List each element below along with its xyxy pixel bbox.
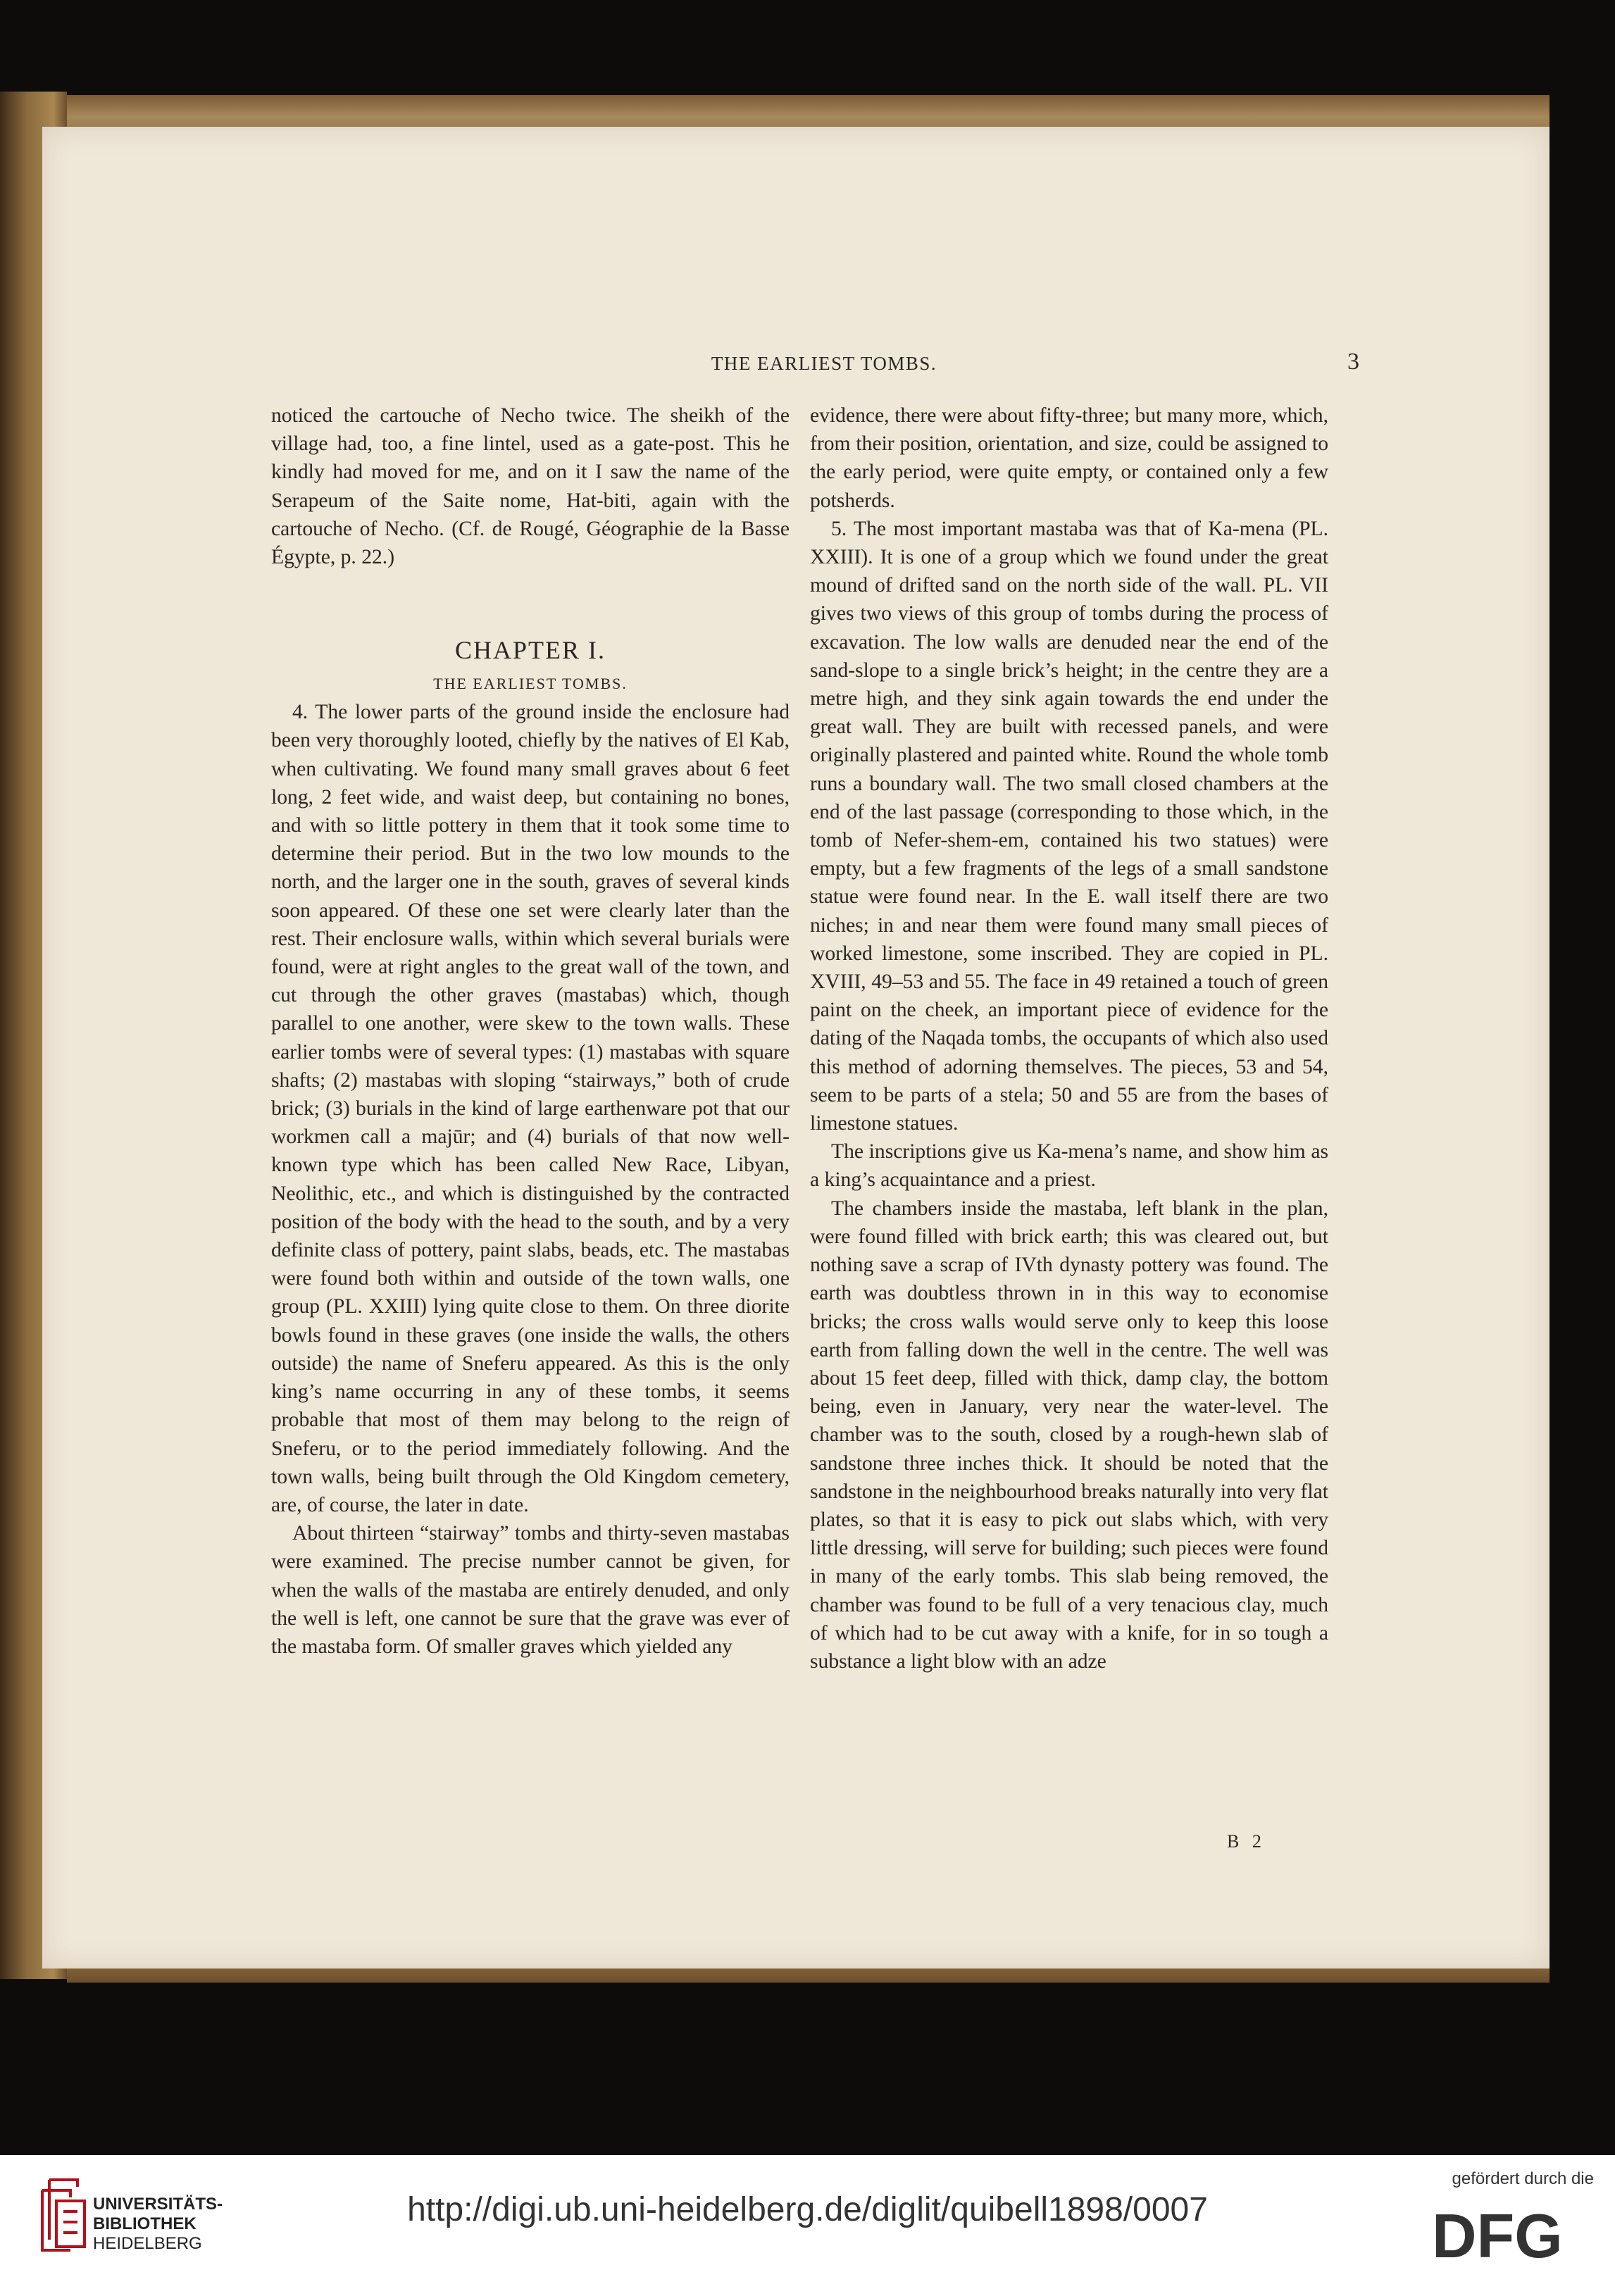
paragraph-continued: evidence, there were about fifty-three; but many more, which, from their position, orientation, and size, could be assigned to the early period, were quite empty, or contained only a few potsherds. — [810, 404, 1328, 512]
paragraph-section-4: 4. The lower parts of the ground inside the enclosure had been very thoroughly looted, chiefly by the natives of El Kab, when cultivating. We found many small graves about 6 feet long, 2 feet wide, and waist deep, but containing no bones, and with so little pottery in them that it took some time to determine their period. But in the two low mounds to the north, and the larger one in the south, graves of several kinds soon appeared. Of these one set were clearly later than the rest. Their enclosure walls, within which several burials were found, were at right angles to the great wall of the town, and cut through the other graves (mastabas) which, though parallel to one another, were skew to the town walls. These earlier tombs were of several types: (1) mastabas with square shafts; (2) mastabas with sloping “stairways,” both of crude brick; (3) burials in the kind of large earthenware pot that our workmen call a majūr; and (4) burials of that now well-known type which has been called New Race, Libyan, Neolithic, etc., and which is distinguished by the contracted position of the body with the head to the south, and by a very definite class of pottery, paint slabs, beads, etc. The mastabas were found both within and outside of the town walls, one group (PL. XXIII) lying quite close to them. On three diorite bowls found in these graves (one inside the walls, the others outside) the name of Sneferu appeared. As this is the only king’s name occurring in any of these tombs, it seems probable that most of them may belong to the reign of Sneferu, or to the period immediately following. And the town walls, being built through the Old Kingdom cemetery, are, of course, the later in date. — [271, 701, 790, 1516]
signature-mark: B 2 — [1227, 1831, 1266, 1852]
page-number: 3 — [1347, 349, 1359, 375]
text-column-left — [271, 401, 790, 1661]
paragraph-section-5: 5. The most important mastaba was that of Ka-mena (PL. XXIII). It is one of a group which we found under the great mound of drifted sand on the north side of the wall. PL. VII gives two views of this group of tombs during the process of excavation. The low walls are denuded near the end of the sand-slope to a single brick’s height; in the centre they are a metre high, and they sink again towards the end under the great wall. They are built with recessed panels, and were originally plastered and painted white. Round the whole tomb runs a boundary wall. The two small closed chambers at the end of the last passage (corresponding to those which, in the tomb of Nefer-shem-em, contained his two statues) were empty, but a few fragments of the legs of a small sandstone statue were found near. In the E. wall itself there are two niches; in and near them were found many small pieces of worked limestone, some inscribed. They are copied in PL. XVIII, 49–53 and 55. The face in 49 retained a touch of green paint on the cheek, an important piece of evidence for the dating of the Naqada tombs, the occupants of which also used this method of adorning themselves. The pieces, 53 and 54, seem to be parts of a stela; 50 and 55 are from the bases of limestone statues. — [810, 517, 1328, 1135]
paragraph-inscriptions: The inscriptions give us Ka-mena’s name, and show him as a king’s acquaintance and a priest. — [810, 1140, 1328, 1192]
running-header — [289, 347, 1359, 382]
paragraph-chambers: The chambers inside the mastaba, left blank in the plan, were found filled with brick earth; this was cleared out, but nothing save a scrap of IVth dynasty pottery was found. The earth was doubtless thrown in in this way to economise bricks; the cross walls would serve only to keep this loose earth from falling down the well in the centre. The well was about 15 feet deep, filled with thick, damp clay, the bottom being, even in January, very near the water-level. The chamber was to the south, closed by a rough-hewn slab of sandstone three inches thick. It should be noted that the sandstone in the neighbourhood breaks naturally into very flat plates, so that it is easy to pick out slabs which, with very little dressing, will serve for building; such pieces were found in many of the early tombs. This slab being removed, the chamber was found to be full of a very tenacious clay, much of which had to be cut away with a knife, for in so tough a substance a light blow with an adze — [810, 1197, 1328, 1673]
text-column-right — [810, 401, 1328, 1676]
paragraph-intro: noticed the cartouche of Necho twice. The sheikh of the village had, too, a fine lintel, used as a gate-post. This he kindly had moved for me, and on it I saw the name of the Serapeum of the Saite nome, Hat-biti, again with the cartouche of Necho. (Cf. de Rougé, Géographie de la Basse Égypte, p. 22.) — [271, 404, 790, 569]
library-name-line3: HEIDELBERG — [93, 2234, 202, 2253]
dfg-logo-icon — [1432, 2208, 1594, 2263]
source-url-link[interactable]: http://digi.ub.uni-heidelberg.de/diglit/quibell1898/0007 — [407, 2191, 1208, 2228]
paragraph-stairway-tombs: About thirteen “stairway” tombs and thirty-seven mastabas were examined. The precise number cannot be given, for when the walls of the mastaba are entirely denuded, and only the well is left, one cannot be sure that the grave was ever of the mastaba form. Of smaller graves which yielded any — [271, 1522, 790, 1658]
running-title: THE EARLIEST TOMBS. — [711, 353, 937, 374]
funding-note: gefördert durch die — [1452, 2169, 1594, 2188]
library-name-line2: BIBLIOTHEK — [93, 2214, 197, 2233]
library-name-line1: UNIVERSITÄTS- — [93, 2195, 223, 2214]
chapter-subtitle: THE EARLIEST TOMBS. — [433, 675, 628, 693]
dfg-logo-text: DFG — [1432, 2208, 1563, 2263]
chapter-title: CHAPTER I. — [454, 636, 606, 665]
